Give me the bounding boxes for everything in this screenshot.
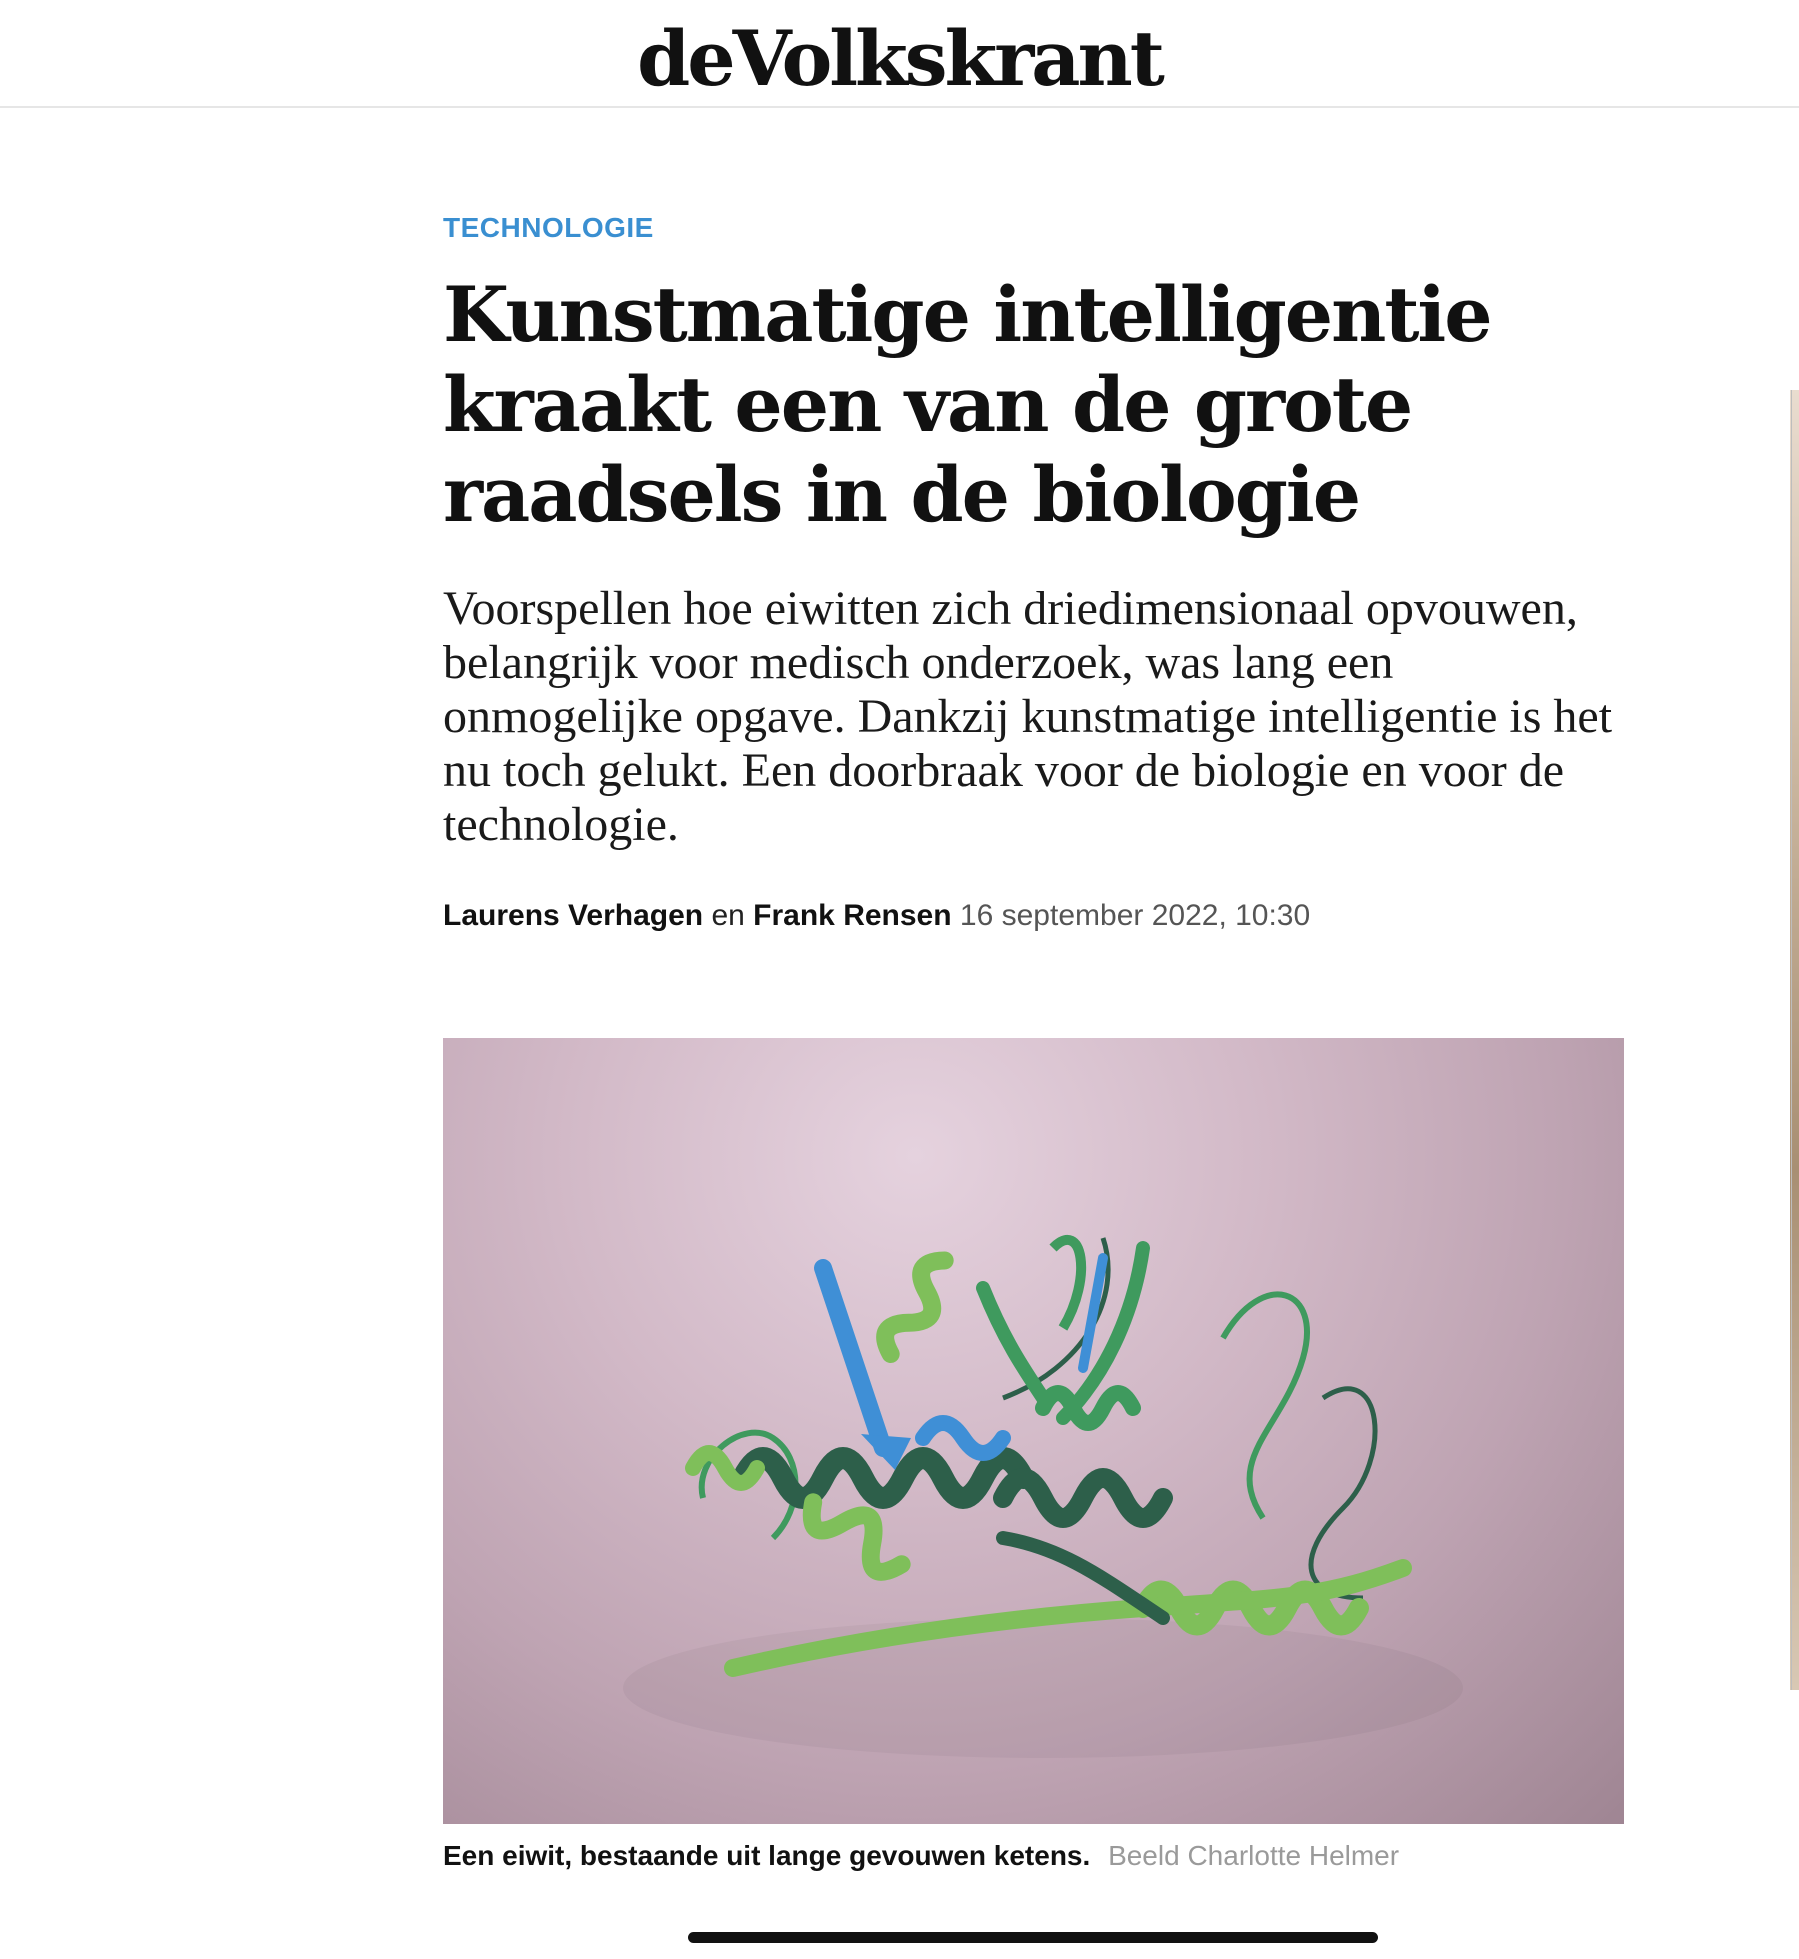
caption-text: Een eiwit, bestaande uit lange gevouwen ketens.: [443, 1840, 1091, 1871]
author-name[interactable]: Frank Rensen: [753, 899, 952, 932]
site-logo[interactable]: deVolkskrant: [637, 14, 1162, 103]
article-header: [443, 200, 1623, 936]
protein-loop: [1053, 1240, 1081, 1328]
article-headline: Kunstmatige intelligentie kraakt een van de grote raadsels in de biologie: [443, 270, 1491, 539]
image-caption: [443, 1838, 1624, 1874]
section-label[interactable]: TECHNOLOGIE: [443, 212, 654, 243]
publish-date: 16 september 2022, 10:30: [959, 899, 1311, 932]
article-intro: Voorspellen hoe eiwitten zich driedimensionaal opvouwen, belangrijk voor medisch onderzoek, was lang een onmogelijke opgave. Dankzij kunstmatige intelligentie is het nu toch gelukt. Een doorbraak voor de biologie en voor de technologie.: [443, 582, 1613, 851]
page-edge-divider: [1791, 390, 1792, 1690]
byline-connector: en: [711, 899, 745, 932]
protein-ribbon-illustration: [443, 1038, 1624, 1824]
article-hero-image[interactable]: [443, 1038, 1624, 1824]
byline: [443, 896, 1623, 936]
protein-loop: [1311, 1389, 1375, 1598]
protein-loop: [1223, 1294, 1307, 1518]
top-bar: [0, 0, 1799, 108]
home-indicator[interactable]: [688, 1932, 1378, 1943]
photo-credit: Beeld Charlotte Helmer: [1108, 1840, 1400, 1871]
author-name[interactable]: Laurens Verhagen: [443, 899, 704, 932]
protein-strand: [983, 1288, 1043, 1398]
